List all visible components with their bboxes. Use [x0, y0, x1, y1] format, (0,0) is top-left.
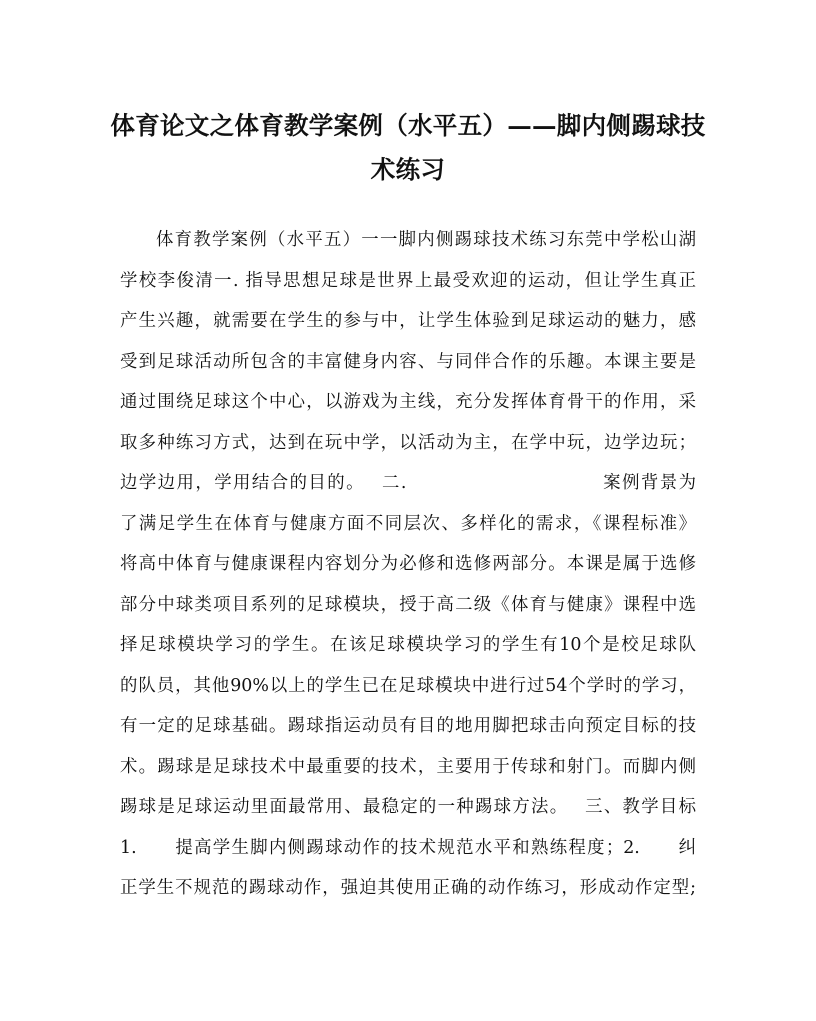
body-line: 产生兴趣，就需要在学生的参与中，让学生体验到足球运动的魅力，感: [120, 311, 696, 331]
body-line: 1. 提高学生脚内侧踢球动作的技术规范水平和熟练程度；2. 纠: [120, 837, 696, 858]
body-line: 了满足学生在体育与健康方面不同层次、多样化的需求，《课程标准》: [120, 513, 696, 534]
document-body: [120, 220, 696, 909]
body-line: 学校李俊清一. 指导思想足球是世界上最受欢迎的运动，但让学生真正: [120, 270, 696, 291]
body-line: 部分中球类项目系列的足球模块，授于高二级《体育与健康》课程中选: [120, 594, 696, 615]
body-line: 取多种练习方式，达到在玩中学，以活动为主，在学中玩，边学边玩；: [120, 432, 696, 453]
body-line: 正学生不规范的踢球动作，强迫其使用正确的动作练习，形成动作定型;: [120, 878, 696, 898]
body-line: 的队员，其他90%以上的学生已在足球模块中进行过54个学时的学习，: [120, 675, 696, 696]
document-title: [100, 104, 716, 192]
body-line: 有一定的足球基础。踢球指运动员有目的地用脚把球击向预定目标的技: [120, 716, 696, 736]
body-line: 受到足球活动所包含的丰富健身内容、与同伴合作的乐趣。本课主要是: [120, 351, 696, 372]
body-line: 择足球模块学习的学生。在该足球模块学习的学生有10个是校足球队: [120, 635, 696, 655]
document-title-line-2: 术练习: [370, 155, 446, 184]
body-line: 通过围绕足球这个中心，以游戏为主线，充分发挥体育骨干的作用，采: [120, 392, 696, 412]
document-title-line-1: 体育论文之体育教学案例（水平五）——脚内侧踢球技: [110, 111, 706, 140]
body-line: 踢球是足球运动里面最常用、最稳定的一种踢球方法。 三、教学目标: [120, 797, 696, 817]
body-line: 术。踢球是足球技术中最重要的技术，主要用于传球和射门。而脚内侧: [120, 756, 696, 777]
body-line: 边学边用，学用结合的目的。 二. 案例背景为: [120, 473, 696, 493]
body-line: 将高中体育与健康课程内容划分为必修和选修两部分。本课是属于选修: [120, 554, 696, 574]
body-line: 体育教学案例（水平五）一一脚内侧踢球技术练习东莞中学松山湖: [156, 230, 696, 250]
